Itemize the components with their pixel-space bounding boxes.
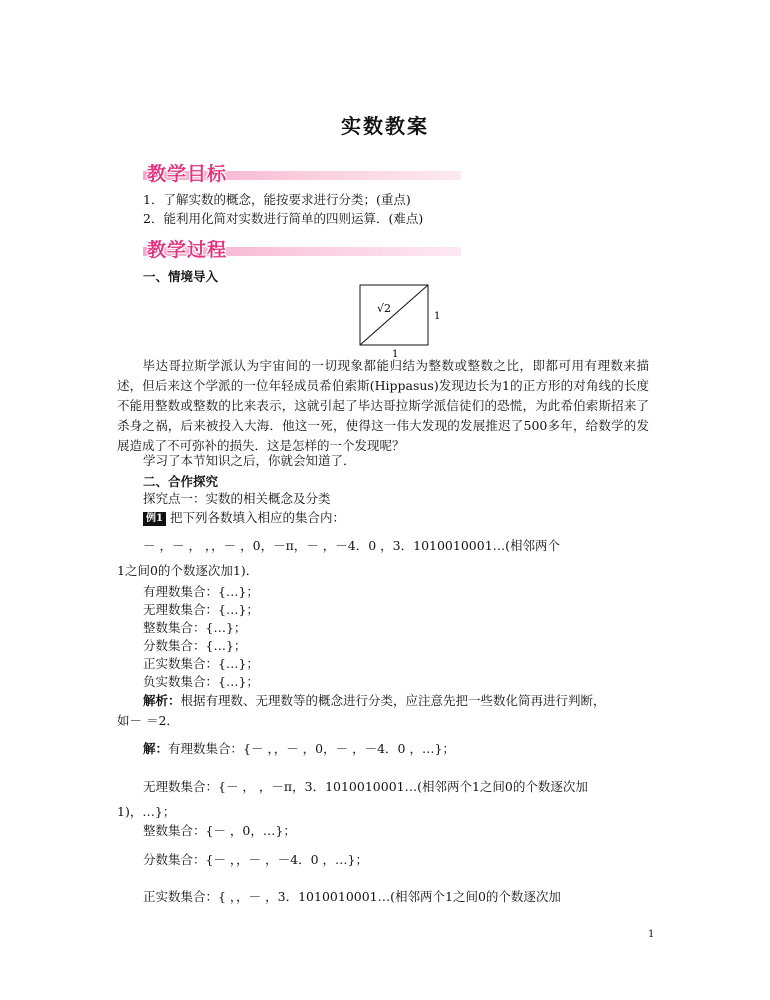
part2-heading: 二、合作探究 (143, 474, 219, 489)
analysis-text: 根据有理数、无理数等的概念进行分类，应注意先把一些数化简再进行判断， (180, 693, 606, 708)
example-badge: 例1 (143, 512, 166, 526)
part1-heading: 一、情境导入 (143, 269, 219, 284)
page-title: 实数教案 (341, 114, 429, 138)
numbers-line-2: 1之间0的个数逐次加1)． (117, 563, 259, 578)
side-label-bottom: 1 (392, 349, 399, 359)
set-rational: 有理数集合：{…}； (143, 584, 259, 599)
solution-rational: 有理数集合：{－ ，，－ ，0，－ ，－4．0 ，…}； (168, 741, 455, 756)
story-text: 毕达哥拉斯学派认为宇宙间的一切现象都能归结为整数或整数之比，即都可用有理数来描述，但后来这个学派的一位年轻成员希伯索斯(Hippasus)发现边长为1的正方形的对角线的长度不能用整数或整数的比来表示，这就引起了毕达哥拉斯学派信徒们的恐慌，为此希伯索斯招来了杀身之祸，后来被投入大海．他这一死，使得这一伟大发现的发展推迟了500多年，给数学的发展造成了不可弥补的损失．这是怎样的一个发现呢？ (117, 358, 649, 453)
solution-label: 解： (143, 741, 169, 756)
story-paragraph (117, 356, 649, 456)
numbers-line-1: － ，－ ， ，，－ ，0，－π，－ ，－4．0 ，3．1010010001…(相邻两个 (143, 538, 561, 553)
solution-rational-line (143, 740, 455, 758)
square-diagonal (360, 285, 428, 345)
set-positive: 正实数集合：{…}； (143, 656, 259, 671)
analysis-line (143, 692, 606, 710)
goal-item-1: 1．了解实数的概念，能按要求进行分类；(重点) (143, 192, 411, 207)
page-number: 1 (648, 929, 655, 940)
solution-fraction: 分数集合：{－ ，，－ ，－4．0 ，…}； (143, 852, 368, 867)
unit-square-figure (355, 281, 445, 359)
analysis-line-2: 如－ ＝2． (117, 713, 179, 728)
set-negative: 负实数集合：{…}； (143, 674, 259, 689)
solution-irrational-2: 1)，…}； (117, 804, 176, 819)
solution-positive: 正实数集合：{ ，，－ ，3．1010010001…(相邻两个1之间0的个数逐次加 (143, 889, 561, 904)
goal-item-2: 2．能利用化简对实数进行简单的四则运算．(难点) (143, 211, 424, 226)
set-irrational: 无理数集合：{…}； (143, 602, 259, 617)
story-closing: 学习了本节知识之后，你就会知道了． (143, 453, 356, 468)
side-label-right: 1 (434, 311, 441, 322)
diagonal-label: √2 (377, 302, 392, 315)
section-heading-process: 教学过程 (147, 239, 228, 261)
solution-irrational-1: 无理数集合：{－ ， ，－π，3．1010010001…(相邻两个1之间0的个数逐次加 (143, 779, 588, 794)
section-heading-goals: 教学目标 (147, 163, 228, 185)
example-prompt: 把下列各数填入相应的集合内： (169, 510, 345, 525)
section-banner-process (143, 236, 461, 261)
example-line (143, 509, 345, 527)
set-integer: 整数集合：{…}； (143, 620, 247, 635)
set-fraction: 分数集合：{…}； (143, 638, 247, 653)
analysis-label: 解析： (143, 693, 181, 708)
section-banner-goals (143, 160, 461, 185)
part2-subheading: 探究点一：实数的相关概念及分类 (143, 491, 331, 506)
solution-integer: 整数集合：{－ ，0，…}； (143, 823, 296, 838)
